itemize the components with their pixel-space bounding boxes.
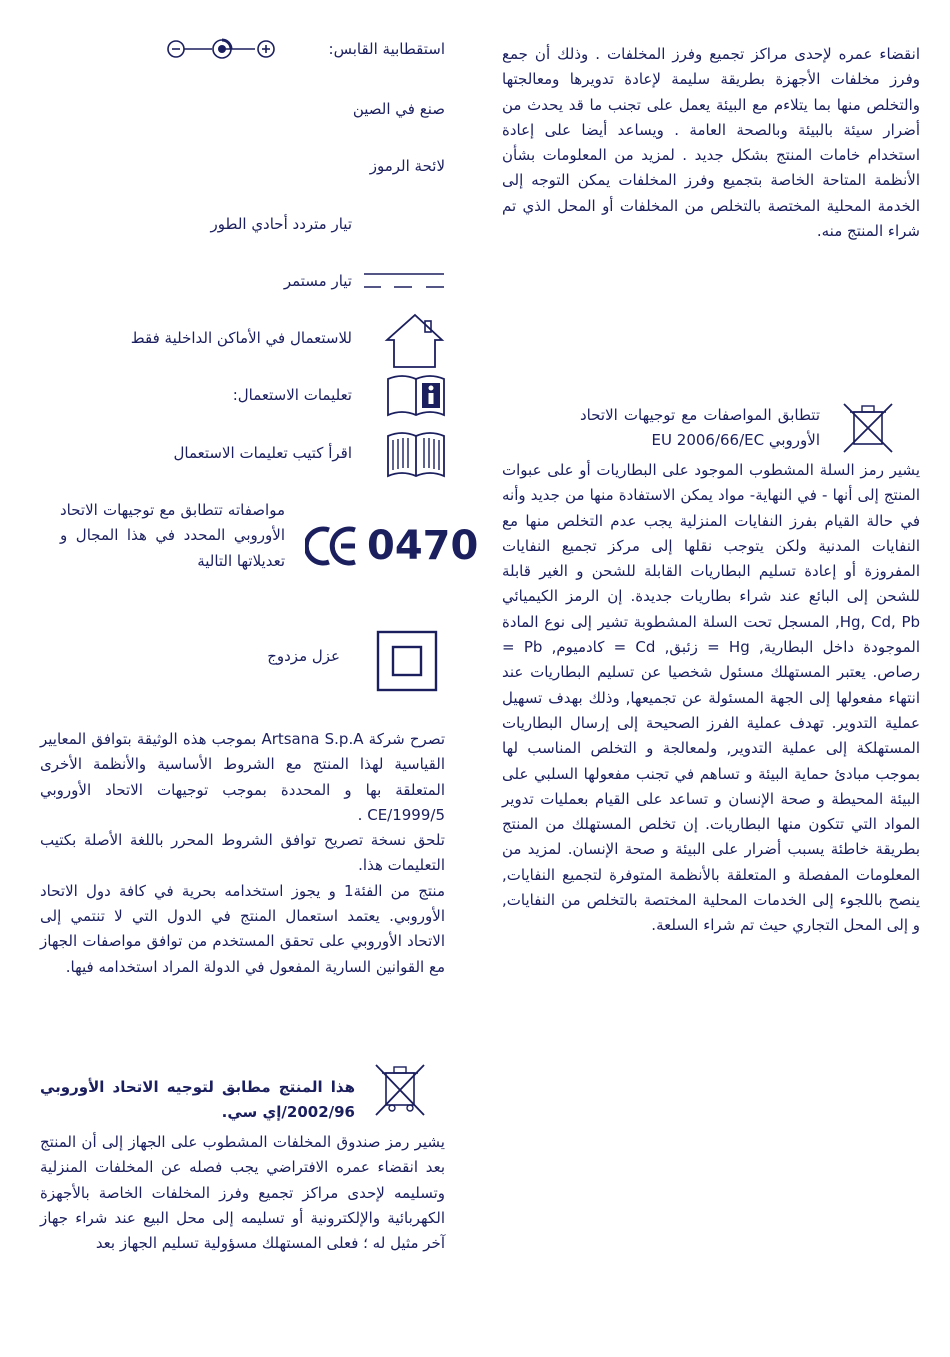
declaration-text: تصرح شركة Artsana S.p.A بموجب هذه الوثيقة بتوافق المعايير القياسية لهذا المنتج مع الشروط الأساسية والأنظمة الأخرى المتعلقة بها و المحددة بموجب توجيهات الاتحاد الأوروبي CE/1999/5 . [40,730,446,824]
battery-title-block [580,403,820,454]
battery-section [502,458,920,939]
house-icon [384,312,446,370]
polarity-icon [165,38,285,60]
ce-number: 0470 [367,523,479,569]
dc-label: تيار مستمر [283,272,352,290]
dc-icon [364,270,444,292]
indoor-label: للاستعمال في الأماكن الداخلية فقط [130,329,352,347]
battery-title: تتطابق المواصفات مع توجيهات الاتحاد الأوروبي EU 2006/66/EC [580,406,820,450]
symbols-title: لائحة الرموز [369,157,445,175]
ce-description: مواصفاته تتطابق مع توجيهات الاتحاد الأوروبي المحدد في هذا المجال و تعديلاتها التالية [60,501,285,570]
read-manual-label: اقرأ كتيب تعليمات الاستعمال [173,444,352,462]
crossed-bin-icon [372,1061,428,1119]
weee-section [40,1130,445,1256]
crossed-bin-icon [840,400,896,456]
declaration-section [40,727,445,980]
battery-text: يشير رمز السلة المشطوب الموجود على البطاريات أو على عبوات المنتج إلى أنها - في النهاية- مواد يمكن الاستفادة منها من جديد وأنه في حالة القيام بفرز النفايات المنزلية يجب عدم التخلص منها مع النفايات المدنية ولكن يتوجب نقلها إلى مركز تجميع النفايات المفروزة أو إعادة تسليم البطاريات القابلة للشحن و الغير قابلة للشحن إلى البائع عند شراء بطاريات جديدة. إن الرمز الكيميائي Hg, Cd, Pb, المسجل تحت السلة المشطوبة تشير إلى نوع المادة الموجودة داخل البطارية, Hg = زئبق, Cd = كادميوم, Pb = رصاص. يعتبر المستهلك مسئول شخصيا عن تسليم البطاريات عند انتهاء مفعولها إلى الجهة المسئولة عن تجميعها, وذلك بهدف تسهيل عملية التدوير. تهدف عملية الفرز الصحيحة إلى إرسال البطاريات المستهلكة إلى عملية التدوير, ولمعالجة و التخلص المناسب لها بموجب مبادئ حماية البيئة و تساهم في تجنب مفعولها السلبي على البيئة المحيطة و صحة الإنسان و تساعد على القيام بعمليات تدوير المواد التي تتكون منها البطاريات. إن تخلص المستهلك من المنتج بطريقة خاطئة يسبب أضرار على البيئة و صحة الإنسان. لمزيد من المعلومات المفصلة و المتعلقة بالأنظمة المتوفرة لتجميع النفايات, ينصح باللجوء إلى الخدمات المحلية المختصة بالتخلص من النفايات, و إلى المحل التجاري حيث تم شراء السلعة. [502,461,921,935]
weee-title-block [40,1075,355,1126]
class-text: منتج من الفئة1 و يجوز استخدامه بحرية في كافة دول الاتحاد الأوروبي. يعتمد استعمال المنتج في الدول التي لا تنتمي إلى الاتحاد الأوروبي على تحقق المستخدم من توافق مواصفات الجهاز مع القوانين السارية المفعول في الدولة المراد استخدامه فيها. [40,881,445,976]
double-insulation-icon [376,630,438,692]
instructions-label: تعليمات الاستعمال: [232,386,352,404]
declaration-copy-text: تلحق نسخة تصريح توافق الشروط المحرر باللغة الأصلة بكتيب التعليمات هذا. [40,831,445,875]
info-book-icon [384,373,448,419]
double-insulation-label: عزل مزدوج [267,647,340,665]
ac-icon [364,212,444,236]
polarity-label: استقطابية القابس: [328,40,445,58]
open-book-icon [384,428,448,480]
made-in-label: صنع في الصين [352,100,445,118]
ce-mark [305,523,478,569]
ac-label: تيار متردد أحادي الطور [210,215,352,233]
weee-continuation [502,42,920,244]
weee-text: يشير رمز صندوق المخلفات المشطوب على الجهاز إلى أن المنتج بعد انقضاء عمره الافتراضي يجب فصله عن المخلفات المنزلية وتسليمه لإحدى مراكز تجميع وفرز المخلفات الخاصة بالأجهزة الكهربائية والإلكترونية أو تسليمه إلى محل البيع عند شراء جهاز آخر مثيل له ؛ فعلى المستهلك مسؤولية تسليم الجهاز بعد [40,1133,445,1253]
weee-continuation-text: انقضاء عمره لإحدى مراكز تجميع وفرز المخلفات . وذلك أن جمع وفرز مخلفات الأجهزة بطريقة سليمة لإعادة تدويرها ومعالجتها والتخلص منها بما يتلاءم مع البيئة يعمل على تجنب ما قد يحدث من أضرار سيئة بالبيئة وبالصحة العامة . ويساعد أيضا على إعادة استخدام خامات المنتج بشكل جديد . لمزيد من المعلومات بشأن الأنظمة المتاحة الخاصة بتجميع وفرز المخلفات يمكن التوجه إلى الخدمة المحلية المختصة بالتخلص من المخلفات أو المحل الذي تم شراء المنتج منه. [502,45,920,241]
weee-title: هذا المنتج مطابق لتوجيه الاتحاد الأوروبي 2002/96/إي سي. [40,1078,355,1122]
